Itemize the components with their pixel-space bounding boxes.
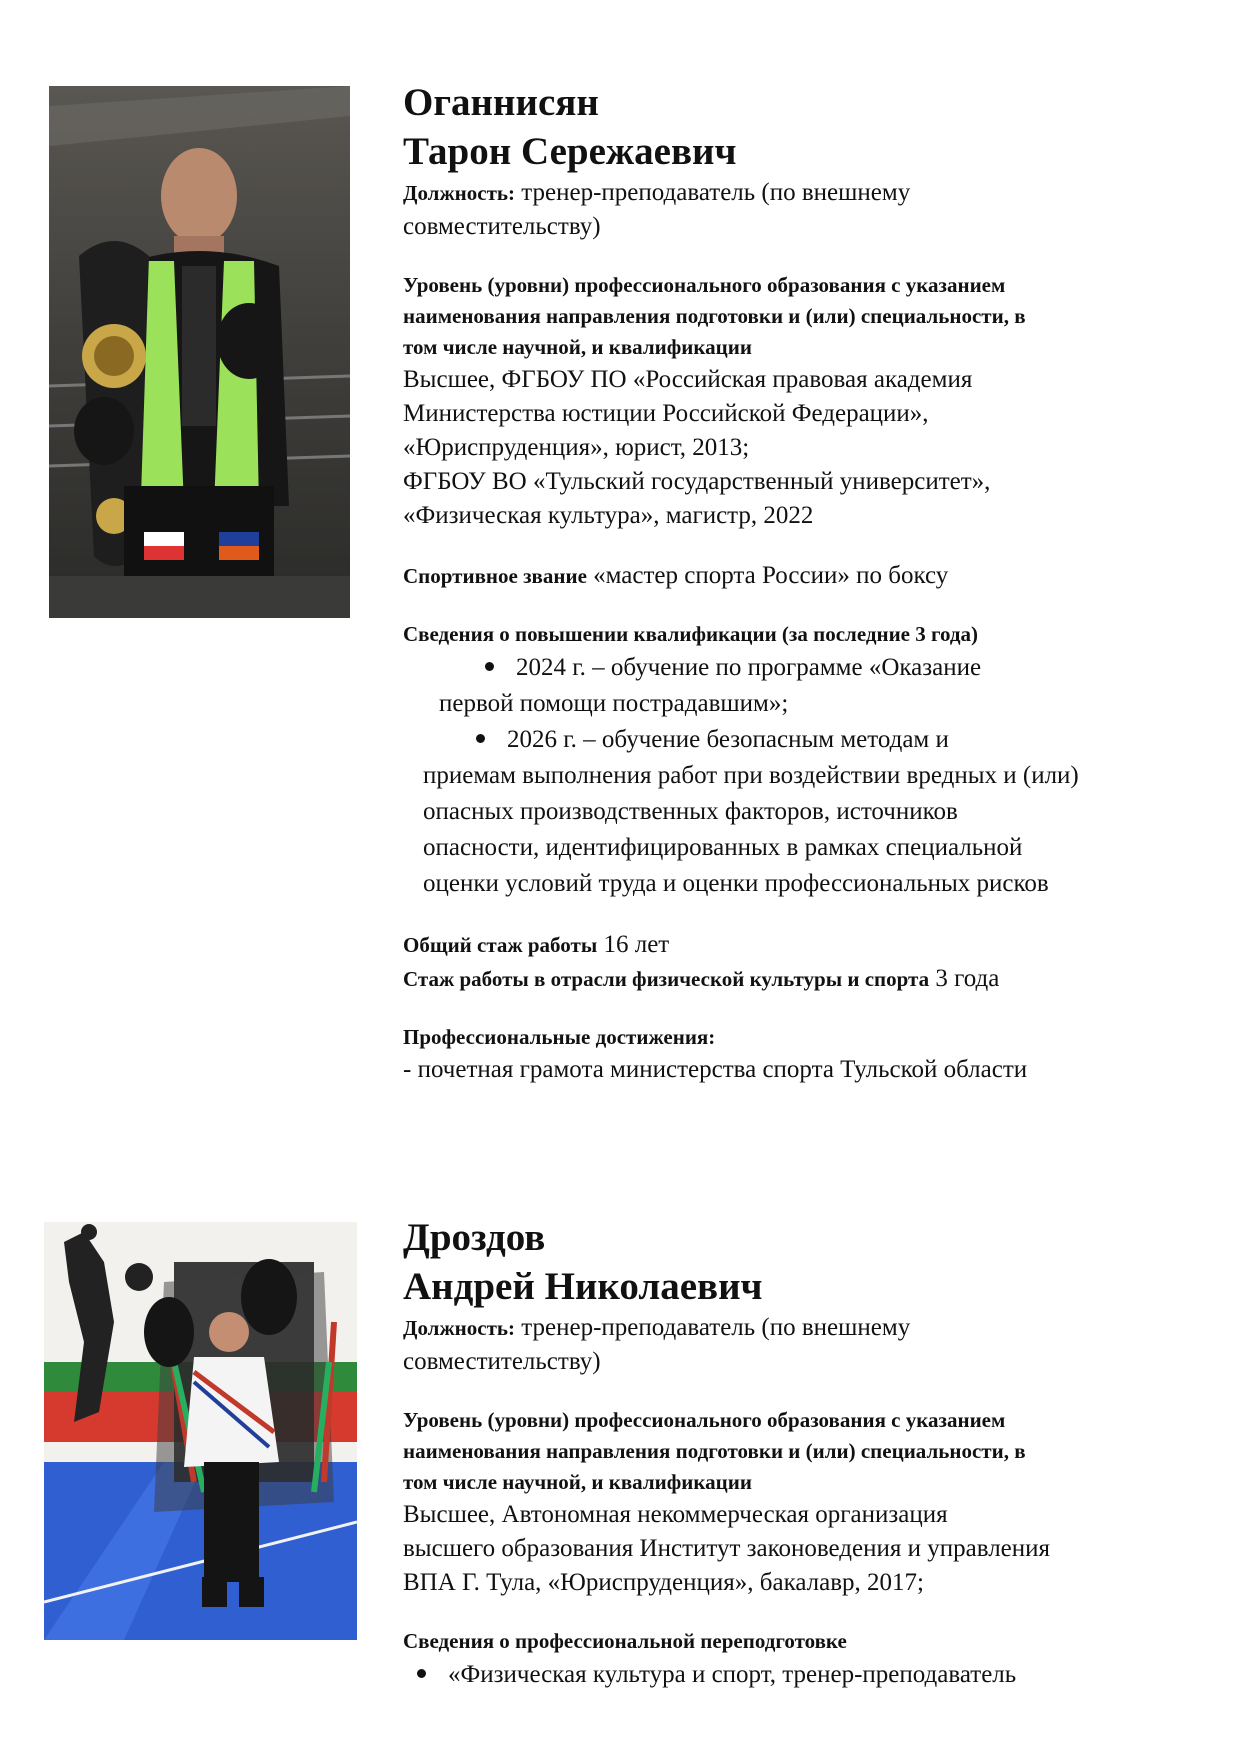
sport-experience: Стаж работы в отрасли физической культуры и спорта 3 года	[403, 965, 1000, 992]
person-1-surname: Оганнисян	[403, 81, 599, 124]
education-line: «Физическая культура», магистр, 2022	[403, 502, 814, 529]
qualification-heading: Сведения о повышении квалификации (за последние 3 года)	[403, 622, 979, 646]
list-item-cont: опасных производственных факторов, источников	[423, 798, 958, 825]
total-experience: Общий стаж работы 16 лет	[403, 931, 670, 958]
education-heading: Уровень (уровни) профессионального образования с указанием	[403, 1408, 1006, 1432]
boxer-with-belt-photo-icon	[49, 86, 350, 618]
person-2-given-name: Андрей Николаевич	[403, 1265, 763, 1308]
person-1-position	[403, 176, 1213, 210]
education-line: Высшее, ФГБОУ ПО «Российская правовая академия	[403, 366, 973, 393]
education-line: Высшее, Автономная некоммерческая организация	[403, 1501, 948, 1528]
coach-in-gym-photo-icon	[44, 1222, 357, 1640]
person-2-photo	[44, 1222, 357, 1640]
list-item-cont: оценки условий труда и оценки профессиональных рисков	[423, 870, 1049, 897]
education-line: ВПА Г. Тула, «Юриспруденция», бакалавр, 2017;	[403, 1569, 924, 1596]
list-item: 2024 г. – обучение по программе «Оказание	[403, 650, 1213, 686]
position-label: Должность:	[403, 1316, 516, 1340]
position-value-cont: совместительству)	[403, 1348, 601, 1375]
person-1-given-name: Тарон Сережаевич	[403, 130, 737, 173]
retraining-heading: Сведения о профессиональной переподготовке	[403, 1629, 847, 1653]
sport-title	[403, 559, 1213, 593]
achievements-heading: Профессиональные достижения:	[403, 1025, 716, 1049]
education-line: Министерства юстиции Российской Федерации»,	[403, 400, 929, 427]
position-label: Должность:	[403, 181, 516, 205]
person-2-surname: Дроздов	[403, 1216, 546, 1259]
list-item-cont: опасности, идентифицированных в рамках специальной	[423, 834, 1023, 861]
education-heading: том числе научной, и квалификации	[403, 1470, 752, 1494]
education-heading: наименования направления подготовки и (или) специальности, в	[403, 1439, 1026, 1463]
bullet-icon	[485, 662, 494, 671]
education-heading: наименования направления подготовки и (или) специальности, в	[403, 304, 1026, 328]
education-heading: Уровень (уровни) профессионального образования с указанием	[403, 273, 1006, 297]
education-heading: том числе научной, и квалификации	[403, 335, 752, 359]
person-2-position	[403, 1311, 1213, 1345]
retraining-list	[403, 1657, 1213, 1693]
sport-title-label: Спортивное звание	[403, 564, 587, 588]
qualification-list	[403, 650, 1213, 902]
education-line: ФГБОУ ВО «Тульский государственный университет»,	[403, 468, 991, 495]
person-2-card	[403, 1213, 1213, 1693]
list-item-cont: приемам выполнения работ при воздействии вредных и (или)	[423, 762, 1079, 789]
achievement-item: - почетная грамота министерства спорта Тульской области	[403, 1056, 1028, 1083]
education-line: высшего образования Институт законоведения и управления	[403, 1535, 1051, 1562]
position-value-cont: совместительству)	[403, 213, 601, 240]
bullet-icon	[476, 734, 485, 743]
list-item: 2026 г. – обучение безопасным методам и	[403, 722, 1213, 758]
position-value: тренер-преподаватель (по внешнему	[521, 179, 911, 206]
list-item-cont: первой помощи пострадавшим»;	[439, 690, 789, 717]
education-line: «Юриспруденция», юрист, 2013;	[403, 434, 750, 461]
position-value: тренер-преподаватель (по внешнему	[521, 1314, 911, 1341]
list-item: «Физическая культура и спорт, тренер-преподаватель	[403, 1657, 1213, 1693]
sport-title-value: «мастер спорта России» по боксу	[593, 562, 949, 589]
bullet-icon	[417, 1669, 426, 1678]
person-1-photo	[49, 86, 350, 618]
person-1-card	[403, 78, 1213, 1087]
